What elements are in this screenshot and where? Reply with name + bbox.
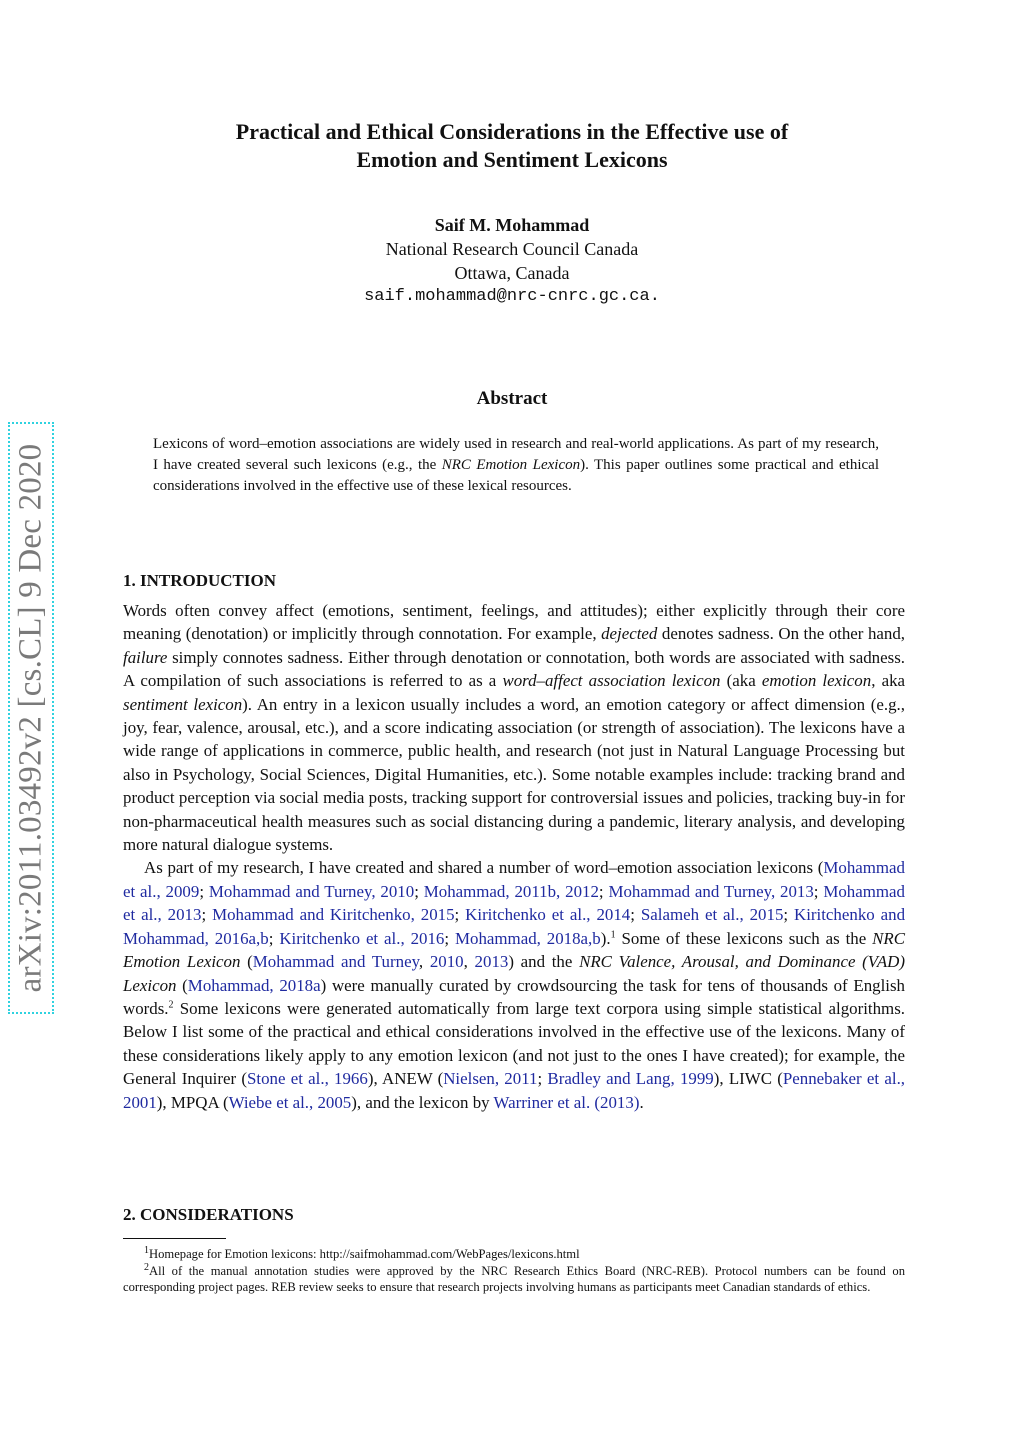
section-heading-introduction: 1. INTRODUCTION — [123, 571, 277, 590]
citation-link[interactable]: Mohammad et al., 2013 — [123, 881, 905, 925]
citation-link[interactable]: Kiritchenko and Mohammad, 2016a,b — [123, 905, 906, 948]
abstract-text: Lexicons of word–emotion associations are widely used in research and real-world applications. As part of my research, I have created several such lexicons (e.g., the NRC Emotion Lexicon). This paper outlines some practical and ethical considerations involved in the effective use of these lexical resources. — [153, 436, 880, 494]
citation-link[interactable]: Stone et al., 1966 — [246, 1069, 368, 1089]
citation-link[interactable]: Mohammad, 2018a,b — [455, 928, 601, 948]
paper-title — [0, 118, 1024, 174]
citation-link[interactable]: Salameh et al., 2015 — [640, 905, 784, 925]
citation-link[interactable]: Pennebaker et al., 2001 — [123, 1069, 906, 1112]
arxiv-identifier: arXiv:2011.03492v2 [cs.CL] 9 Dec 2020 — [12, 443, 49, 993]
arxiv-identifier-box — [8, 422, 54, 1014]
intro-paragraph-1: Words often convey affect (emotions, sentiment, feelings, and attitudes); either explicitly through their core meaning (denotation) or implicitly through connotation. For example, dejected denotes sadness. On the other hand, failure simply connotes sadness. Either through denotation or connotation, both words are associated with sadness. A compilation of such associations is referred to as a word–affect association lexicon (aka emotion lexicon, aka sentiment lexicon). An entry in a lexicon usually includes a word, an emotion category or affect dimension (e.g., joy, fear, valence, arousal, etc.), and a score indicating association (or strength of association). The lexicons have a wide range of applications in commerce, public health, and research (not just in Natural Language Processing but also in Psychology, Social Sciences, Digital Humanities, etc.). Some notable examples include: tracking brand and product perception via social media posts, tracking support for controversial issues and policies, tracking buy-in for non-pharmaceutical health measures such as social distancing during a pandemic, literary analysis, and developing more natural dialogue systems. — [123, 601, 906, 855]
citation-link[interactable]: Mohammad and Turney, 2013 — [608, 881, 814, 901]
citation-link[interactable]: Mohammad et al., 2009 — [123, 858, 905, 901]
introduction-body — [123, 599, 905, 1114]
footnote-marker[interactable]: 1 — [610, 929, 616, 941]
citation-link[interactable]: Warriner et al. (2013) — [493, 1092, 640, 1112]
footnote-1: $^1$Homepage for Emotion lexicons: http://saifmohammad.com/WebPages/lexicons.html — [144, 1244, 580, 1261]
citation-link[interactable]: 2010 — [429, 952, 464, 972]
author-email: saif.mohammad@nrc-cnrc.gc.ca. — [364, 287, 660, 306]
citation-link[interactable]: Wiebe et al., 2005 — [228, 1092, 352, 1112]
citation-link[interactable]: Kiritchenko et al., 2016 — [279, 928, 445, 948]
title-line-2: Emotion and Sentiment Lexicons — [356, 147, 668, 172]
citation-link[interactable]: Nielsen, 2011 — [443, 1069, 538, 1089]
citation-link[interactable]: Mohammad, 2018a — [187, 975, 321, 995]
footnotes — [123, 1246, 905, 1296]
footnote-marker[interactable]: 2 — [168, 999, 174, 1011]
author-location: Ottawa, Canada — [454, 263, 570, 283]
citation-link[interactable]: Mohammad and Kiritchenko, 2015 — [212, 905, 455, 925]
footnote-2: $^2$All of the manual annotation studies were approved by the NRC Research Ethics Board (NRC-REB). Protocol numbers can be found on corresponding project pages. REB review seeks to ensure that research projects involving humans as participants meet Canadian standards of ethics. — [123, 1261, 905, 1294]
author-block — [0, 213, 1024, 309]
citation-link[interactable]: Bradley and Lang, 1999 — [547, 1069, 714, 1089]
intro-paragraph-2: As part of my research, I have created and shared a number of word–emotion association lexicons (Mohammad et al., 2009; Mohammad and Turney, 2010; Mohammad, 2011b, 2012; Mohammad and Turney, 2013; Mohammad et al., 2013; Mohammad and Kiritchenko, 2015; Kiritchenko et al., 2014; Salameh et al., 2015; Kiritchenko and Mohammad, 2016a,b; Kiritchenko et al., 2016; Mohammad, 2018a,b).$^1$ Some of these lexicons such as the NRC Emotion Lexicon (Mohammad and Turney, 2010, 2013) and the NRC Valence, Arousal, and Dominance (VAD) Lexicon (Mohammad, 2018a) were manually curated by crowdsourcing the task for tens of thousands of English words.$^2$ Some lexicons were generated automatically from large text corpora using simple statistical algorithms. Below I list some of the practical and ethical considerations involved in the effective use of the lexicons. Many of these considerations likely apply to any emotion lexicon (and not just to the ones I have created); for example, the General Inquirer (Stone et al., 1966), ANEW (Nielsen, 2011; Bradley and Lang, 1999), LIWC (Pennebaker et al., 2001), MPQA (Wiebe et al., 2005), and the lexicon by Warriner et al. (2013). — [123, 858, 906, 1112]
citation-link[interactable]: Kiritchenko et al., 2014 — [465, 905, 631, 925]
author-name: Saif M. Mohammad — [434, 215, 590, 235]
citation-link[interactable]: Mohammad, 2011b, 2012 — [423, 881, 599, 901]
title-line-1: Practical and Ethical Considerations in the Effective use of — [235, 119, 789, 144]
citation-link[interactable]: Mohammad and Turney, 2010 — [208, 881, 415, 901]
section-heading-considerations: 2. CONSIDERATIONS — [123, 1205, 294, 1224]
author-affiliation: National Research Council Canada — [385, 239, 639, 259]
citation-link[interactable]: Mohammad and Turney — [252, 952, 419, 972]
footnote-divider — [123, 1238, 226, 1239]
abstract-heading: Abstract — [476, 388, 548, 409]
citation-link[interactable]: 2013 — [474, 952, 509, 972]
